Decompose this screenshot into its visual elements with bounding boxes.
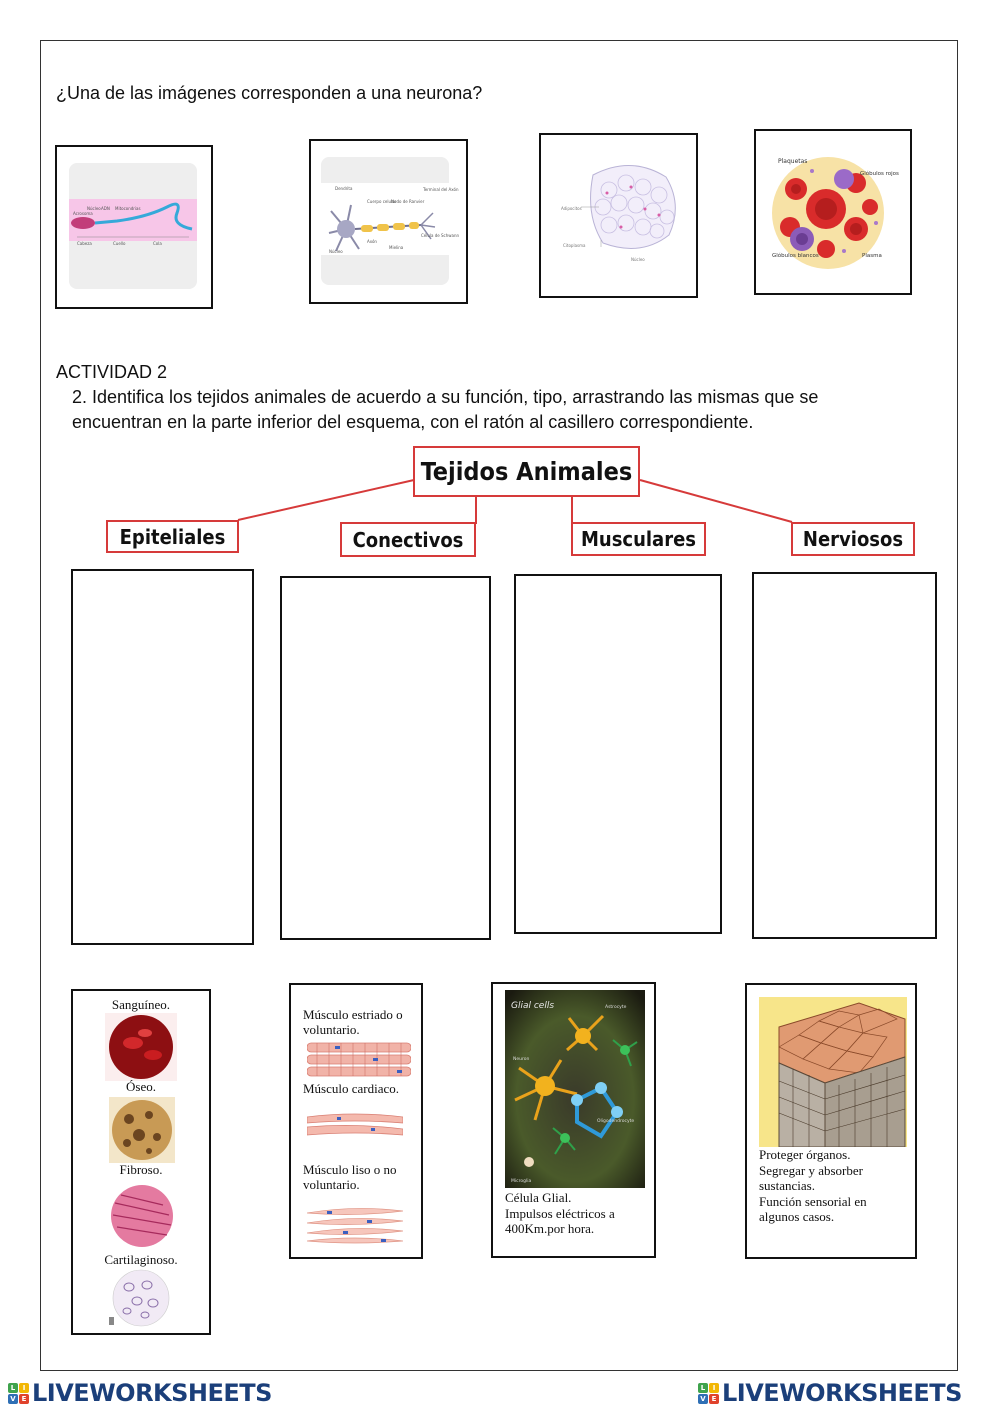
neuron-question: ¿Una de las imágenes corresponden a una neurona? (56, 83, 483, 103)
activity-instruction-line2: encuentran en la parte inferior del esquema, con el ratón al casillero correspondiente. (72, 412, 754, 432)
footer-logo-left (8, 1380, 272, 1406)
fibrous-tissue-icon (109, 1183, 175, 1249)
neuron-label: Cuerpo celular (367, 199, 397, 204)
glial-label: Neuron (513, 1057, 530, 1062)
draggable-card-nervous[interactable] (491, 982, 656, 1258)
draggable-card-muscle[interactable] (289, 983, 423, 1259)
category-epiteliales: Epiteliales (106, 520, 239, 553)
blood-cells-image (756, 131, 910, 293)
logo-letter: E (709, 1394, 719, 1404)
card-text-line: algunos casos. (759, 1209, 835, 1224)
adipose-label: Adipocitos (561, 206, 582, 211)
logo-letter: L (8, 1383, 18, 1393)
card-item-label: Músculo cardiaco. (303, 1081, 400, 1096)
bone-tissue-icon (109, 1097, 175, 1163)
neuron-label: Nodo de Ranvier (391, 199, 425, 204)
card-text-line: Segregar y absorber (759, 1163, 863, 1178)
category-conectivos: Conectivos (340, 522, 476, 557)
card-item-label: Cartilaginoso. (104, 1252, 178, 1267)
adipose-tissue-image (541, 135, 696, 296)
drop-zone-nerviosos[interactable] (752, 572, 937, 939)
option-image-4[interactable] (754, 129, 912, 295)
blood-tissue-icon (105, 1013, 177, 1081)
sperm-label: Acrosoma (73, 211, 93, 216)
sperm-label: Cabeza (77, 241, 92, 246)
category-nerviosos: Nerviosos (791, 522, 915, 556)
neuron-label: Mielina (389, 245, 404, 250)
draggable-card-epithelial[interactable] (745, 983, 917, 1259)
cardiac-muscle-icon (307, 1111, 403, 1143)
blood-label: Plasma (862, 253, 882, 259)
glial-cells-image (505, 990, 645, 1188)
card-text-line: Impulsos eléctricos a (505, 1206, 615, 1221)
option-image-3[interactable] (539, 133, 698, 298)
blood-label: Glóbulos rojos (860, 171, 899, 177)
brand-wordmark: LIVEWORKSHEETS (722, 1379, 962, 1407)
activity-heading: ACTIVIDAD 2 (56, 362, 168, 382)
neuron-label: Axón (367, 239, 377, 244)
epithelial-tissue-image (759, 997, 907, 1147)
smooth-muscle-icon (307, 1205, 403, 1247)
category-musculares: Musculares (571, 522, 706, 556)
striated-muscle-icon (307, 1041, 411, 1079)
logo-letter: V (698, 1394, 708, 1404)
logo-letter: L (698, 1383, 708, 1393)
glial-title: Glial cells (511, 1001, 555, 1011)
card-item-label: Fibroso. (119, 1162, 163, 1177)
logo-letter: V (8, 1394, 18, 1404)
sperm-label: ADN (101, 206, 110, 211)
option-image-2[interactable] (309, 139, 468, 304)
footer-logo-right (698, 1380, 962, 1406)
cartilage-tissue-icon (109, 1269, 173, 1327)
glial-label: Microglia (511, 1179, 532, 1184)
liveworksheets-logo-icon (698, 1383, 719, 1404)
sperm-label: Cuello (113, 241, 126, 246)
drop-zone-epiteliales[interactable] (71, 569, 254, 945)
glial-label: Oligodendrocyte (597, 1119, 635, 1124)
neuron-label: Núcleo (329, 249, 343, 254)
card-item-label: Óseo. (126, 1079, 156, 1094)
card-text-line: 400Km.por hora. (505, 1221, 595, 1236)
blood-label: Glóbulos blancos (772, 253, 819, 259)
brand-wordmark: LIVEWORKSHEETS (32, 1379, 272, 1407)
card-text-line: sustancias. (759, 1178, 815, 1193)
card-text-line: Célula Glial. (505, 1190, 572, 1205)
draggable-card-connective[interactable] (71, 989, 211, 1335)
logo-letter: I (19, 1383, 29, 1393)
adipose-label: Núcleo (631, 257, 645, 262)
card-item-label: Músculo estriado o voluntario. (303, 1007, 403, 1037)
activity-instruction-line1: 2. Identifica los tejidos animales de acuerdo a su función, tipo, arrastrando las mismas que se (72, 387, 819, 407)
glial-label: Astrocyte (605, 1005, 627, 1010)
liveworksheets-logo-icon (8, 1383, 29, 1404)
neuron-label: Dendrita (335, 186, 353, 191)
logo-letter: I (709, 1383, 719, 1393)
neuron-label: Célula de Schwann (421, 233, 460, 238)
blood-label: Plaquetas (778, 158, 808, 165)
drop-zone-conectivos[interactable] (280, 576, 491, 940)
neuron-label: Terminal del Axón (423, 187, 459, 192)
card-text-line: Proteger órganos. (759, 1147, 851, 1162)
scheme-root-title: Tejidos Animales (413, 446, 640, 497)
sperm-label: Cola (153, 241, 162, 246)
sperm-label: Mitocondrias (115, 206, 141, 211)
card-item-label: Sanguíneo. (111, 997, 171, 1012)
card-text-line: Función sensorial en (759, 1194, 867, 1209)
sperm-label: Núcleo (87, 206, 101, 211)
neuron-diagram-image (311, 141, 466, 302)
adipose-label: Citoplasma (563, 243, 586, 248)
option-image-1[interactable] (55, 145, 213, 309)
logo-letter: E (19, 1394, 29, 1404)
sperm-cell-image (57, 147, 211, 307)
card-item-label: Músculo liso o no voluntario. (303, 1162, 397, 1192)
drop-zone-musculares[interactable] (514, 574, 722, 934)
